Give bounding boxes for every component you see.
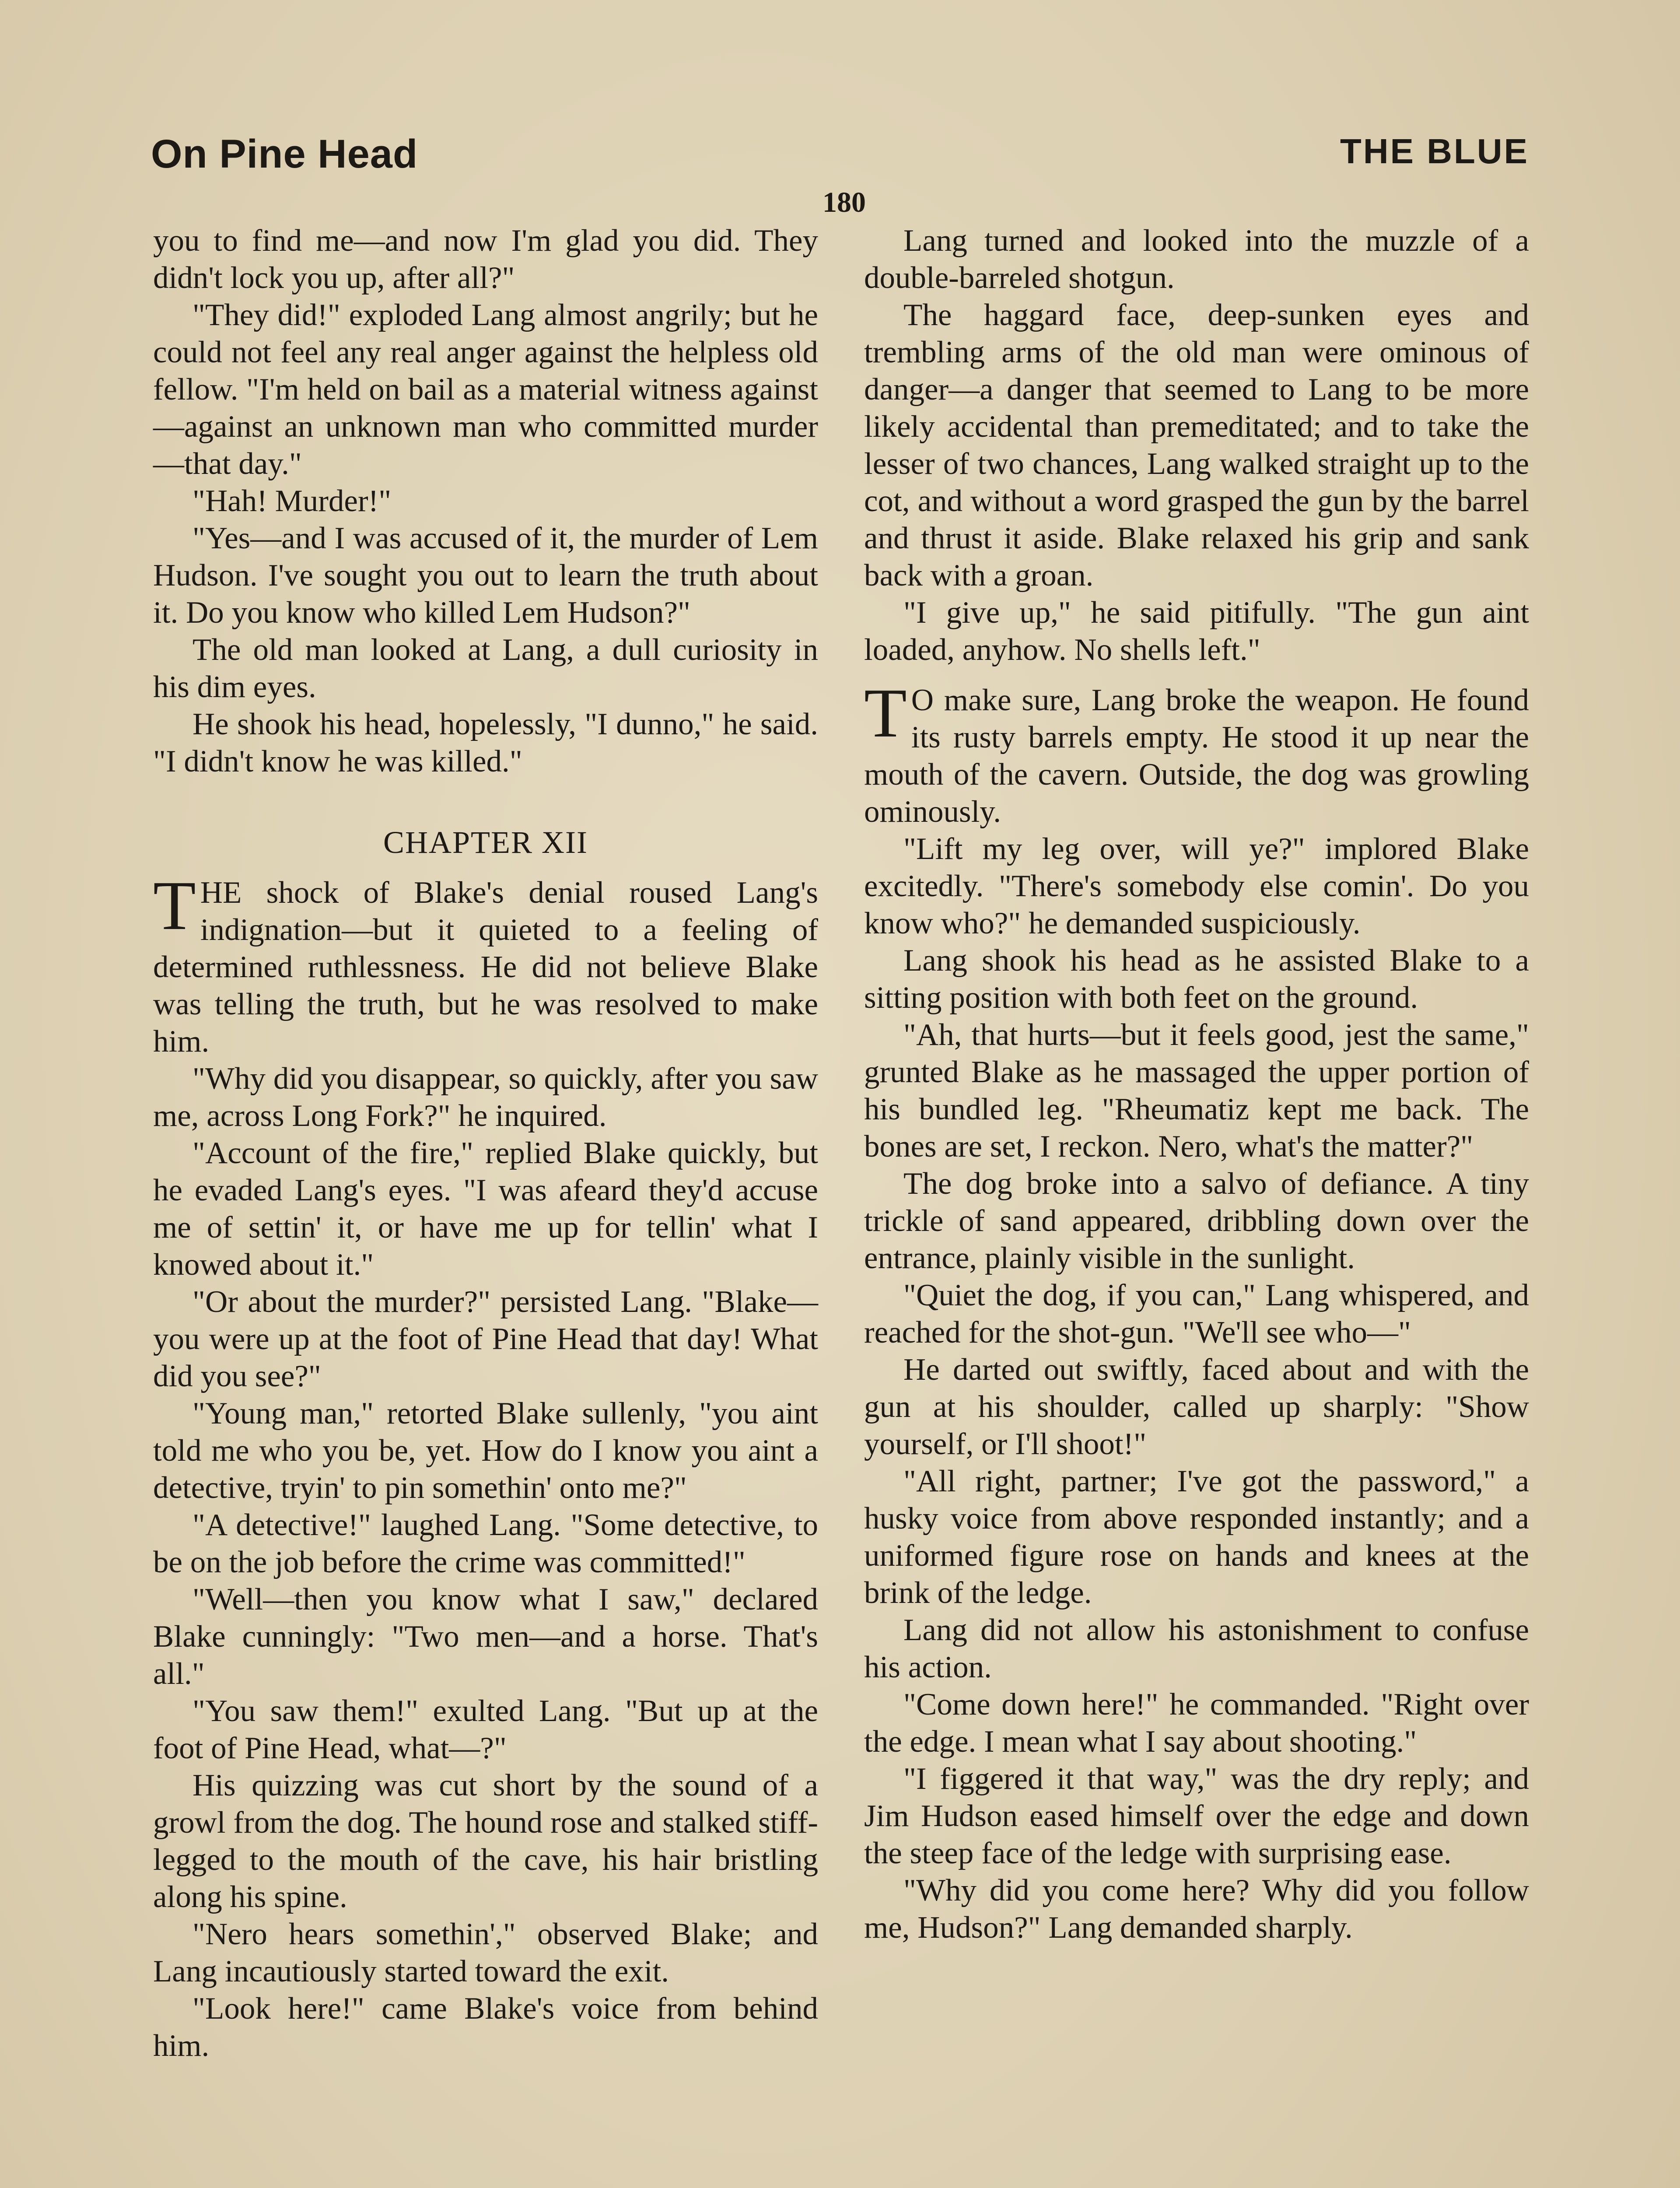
running-title-right: THE BLUE bbox=[1340, 132, 1529, 171]
left-column bbox=[153, 222, 818, 2065]
drop-cap: T bbox=[153, 866, 196, 944]
paragraph: you to find me—and now I'm glad you did. They didn't lock you up, after all?" bbox=[153, 224, 818, 295]
running-title-left: On Pine Head bbox=[151, 132, 418, 176]
paragraph: "Nero hears somethin'," observed Blake; and Lang incautiously started toward the exit. bbox=[153, 1917, 818, 1988]
paragraph: "Young man," retorted Blake sullenly, "you aint told me who you be, yet. How do I know you aint a detective, tryin' to pin somethin' onto me?" bbox=[153, 1396, 818, 1505]
paragraph: "Look here!" came Blake's voice from behind him. bbox=[153, 1992, 818, 2063]
right-column bbox=[864, 222, 1529, 1946]
chapter-opening-paragraph bbox=[153, 866, 818, 1060]
paragraph: He shook his head, hopelessly, "I dunno," he said. "I didn't know he was killed." bbox=[153, 707, 818, 778]
paragraph: His quizzing was cut short by the sound of a growl from the dog. The hound rose and stalked stiff-legged to the mouth of the cave, his hair bristling along his spine. bbox=[153, 1768, 818, 1914]
paragraph: "They did!" exploded Lang almost angrily; but he could not feel any real anger against the helpless old fellow. "I'm held on bail as a material witness against—against an unknown man who committed murder—that day." bbox=[153, 298, 818, 481]
paragraph: "All right, partner; I've got the password," a husky voice from above responded instantly; and a uniformed figure rose on hands and knees at the brink of the ledge. bbox=[864, 1464, 1529, 1610]
section-opening-text: O make sure, Lang broke the weapon. He found its rusty barrels empty. He stood it up near the mouth of the cavern. Outside, the dog was growling ominously. bbox=[864, 683, 1529, 829]
page-number: 180 bbox=[822, 186, 866, 218]
paragraph: "A detective!" laughed Lang. "Some detective, to be on the job before the crime was committed!" bbox=[153, 1508, 818, 1579]
paragraph: "Lift my leg over, will ye?" implored Blake excitedly. "There's somebody else comin'. Do you know who?" he demanded suspiciously. bbox=[864, 832, 1529, 940]
paragraph: "Come down here!" he commanded. "Right over the edge. I mean what I say about shooting." bbox=[864, 1687, 1529, 1759]
paragraph: He darted out swiftly, faced about and with the gun at his shoulder, called up sharply: "Show yourself, or I'll shoot!" bbox=[864, 1353, 1529, 1461]
paragraph: "Or about the murder?" persisted Lang. "Blake—you were up at the foot of Pine Head that day! What did you see?" bbox=[153, 1285, 818, 1393]
paragraph: Lang shook his head as he assisted Blake to a sitting position with both feet on the ground. bbox=[864, 943, 1529, 1015]
paragraph: Lang turned and looked into the muzzle of a double-barreled shotgun. bbox=[864, 224, 1529, 295]
paragraph: "I give up," he said pitifully. "The gun aint loaded, anyhow. No shells left." bbox=[864, 596, 1529, 667]
paragraph: "Ah, that hurts—but it feels good, jest the same," grunted Blake as he massaged the upper portion of his bundled leg. "Rheumatiz kept me back. The bones are set, I reckon. Nero, what's the matter?" bbox=[864, 1018, 1529, 1164]
drop-cap: T bbox=[864, 674, 907, 752]
paragraph: The haggard face, deep-sunken eyes and trembling arms of the old man were ominous of danger—a danger that seemed to Lang to be more likely accidental than premeditated; and to take the lesser of two chances, Lang walked straight up to the cot, and without a word grasped the gun by the barrel and thrust it aside. Blake relaxed his grip and sank back with a groan. bbox=[864, 298, 1529, 593]
paragraph: Lang did not allow his astonishment to confuse his action. bbox=[864, 1613, 1529, 1684]
paragraph: "Why did you disappear, so quickly, after you saw me, across Long Fork?" he inquired. bbox=[153, 1062, 818, 1133]
chapter-heading: CHAPTER XII bbox=[383, 825, 588, 860]
paragraph: The old man looked at Lang, a dull curiosity in his dim eyes. bbox=[153, 633, 818, 704]
paragraph: "Hah! Murder!" bbox=[192, 484, 392, 518]
chapter-opening-text: HE shock of Blake's denial roused Lang's indignation—but it quieted to a feeling of determined ruthlessness. He did not believe Blake was telling the truth, but he was resolved to make him. bbox=[153, 876, 818, 1059]
paragraph: "Account of the fire," replied Blake quickly, but he evaded Lang's eyes. "I was afeard they'd accuse me of settin' it, or have me up for tellin' what I knowed about it." bbox=[153, 1136, 818, 1282]
paragraph: "Why did you come here? Why did you follow me, Hudson?" Lang demanded sharply. bbox=[864, 1873, 1529, 1945]
paragraph: The dog broke into a salvo of defiance. A tiny trickle of sand appeared, dribbling down over the entrance, plainly visible in the sunlight. bbox=[864, 1167, 1529, 1275]
paragraph: "Quiet the dog, if you can," Lang whispered, and reached for the shot-gun. "We'll see who—" bbox=[864, 1278, 1529, 1350]
paragraph: "Well—then you know what I saw," declared Blake cunningly: "Two men—and a horse. That's all." bbox=[153, 1582, 818, 1691]
section-opening-paragraph bbox=[864, 674, 1529, 831]
paragraph: "You saw them!" exulted Lang. "But up at the foot of Pine Head, what—?" bbox=[153, 1694, 818, 1765]
paragraph: "Yes—and I was accused of it, the murder of Lem Hudson. I've sought you out to learn the truth about it. Do you know who killed Lem Hudson?" bbox=[153, 521, 818, 630]
paragraph: "I figgered it that way," was the dry reply; and Jim Hudson eased himself over the edge and down the steep face of the ledge with surprising ease. bbox=[864, 1762, 1529, 1870]
